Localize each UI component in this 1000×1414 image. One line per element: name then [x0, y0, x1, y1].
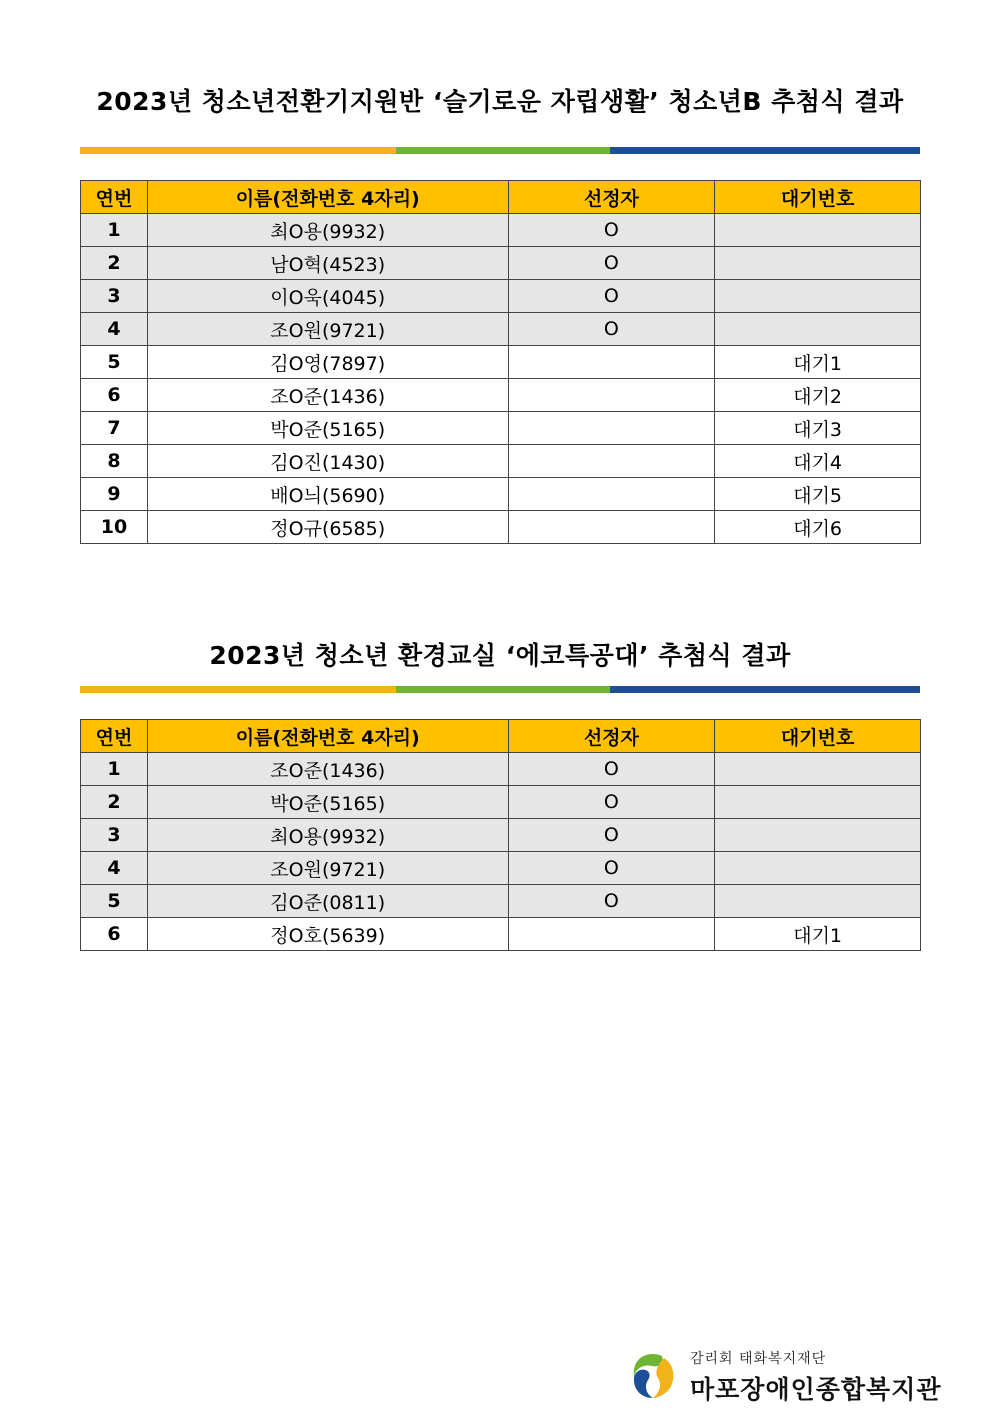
row-wait-number-cell: 대기1 — [715, 918, 921, 951]
row-name-cell: 정O규(6585) — [147, 511, 508, 544]
logo-subtitle: 감리회 태화복지재단 — [690, 1351, 827, 1367]
divider-blue — [610, 147, 920, 154]
row-name-cell: 김O진(1430) — [147, 445, 508, 478]
row-number-cell: 7 — [81, 412, 148, 445]
table-row — [81, 280, 921, 313]
row-name-cell: 조O준(1436) — [147, 379, 508, 412]
col-header-selected: 선정자 — [508, 720, 715, 753]
table-row — [81, 478, 921, 511]
col-header-name: 이름(전화번호 4자리) — [147, 720, 508, 753]
row-name-cell: 조O원(9721) — [147, 852, 508, 885]
row-number-cell: 2 — [81, 247, 148, 280]
row-selected-cell: O — [508, 852, 715, 885]
row-selected-cell: O — [508, 313, 715, 346]
section2-title: 2023년 청소년 환경교실 ‘에코특공대’ 추첨식 결과 — [209, 641, 791, 670]
row-wait-number-cell — [715, 885, 921, 918]
col-header-selected: 선정자 — [508, 181, 715, 214]
row-number-cell: 10 — [81, 511, 148, 544]
row-number-cell: 4 — [81, 852, 148, 885]
table-row — [81, 511, 921, 544]
row-wait-number-cell: 대기5 — [715, 478, 921, 511]
row-selected-cell — [508, 511, 715, 544]
row-wait-number-cell: 대기3 — [715, 412, 921, 445]
row-selected-cell: O — [508, 247, 715, 280]
row-name-cell: 이O욱(4045) — [147, 280, 508, 313]
row-number-cell: 6 — [81, 379, 148, 412]
table-row — [81, 214, 921, 247]
table-row — [81, 885, 921, 918]
row-name-cell: 최O용(9932) — [147, 214, 508, 247]
row-name-cell: 박O준(5165) — [147, 786, 508, 819]
row-wait-number-cell: 대기2 — [715, 379, 921, 412]
row-name-cell: 최O용(9932) — [147, 819, 508, 852]
row-wait-number-cell: 대기4 — [715, 445, 921, 478]
row-selected-cell: O — [508, 819, 715, 852]
row-selected-cell — [508, 346, 715, 379]
row-number-cell: 3 — [81, 819, 148, 852]
logo-name: 마포장애인종합복지관 — [690, 1375, 942, 1404]
table-row — [81, 918, 921, 951]
row-wait-number-cell — [715, 313, 921, 346]
row-name-cell: 김O영(7897) — [147, 346, 508, 379]
col-header-number: 연번 — [81, 181, 148, 214]
table-row — [81, 412, 921, 445]
row-number-cell: 5 — [81, 346, 148, 379]
row-selected-cell — [508, 918, 715, 951]
row-number-cell: 3 — [81, 280, 148, 313]
row-selected-cell: O — [508, 786, 715, 819]
row-selected-cell: O — [508, 214, 715, 247]
row-name-cell: 남O혁(4523) — [147, 247, 508, 280]
row-wait-number-cell — [715, 753, 921, 786]
divider-yellow — [80, 686, 396, 693]
row-name-cell: 조O원(9721) — [147, 313, 508, 346]
row-wait-number-cell — [715, 786, 921, 819]
divider-yellow — [80, 147, 396, 154]
divider-green — [396, 147, 610, 154]
table-row — [81, 379, 921, 412]
table-row — [81, 786, 921, 819]
row-number-cell: 9 — [81, 478, 148, 511]
row-selected-cell — [508, 379, 715, 412]
col-header-number: 연번 — [81, 720, 148, 753]
table-row — [81, 753, 921, 786]
table-row — [81, 819, 921, 852]
col-header-wait: 대기번호 — [715, 181, 921, 214]
row-selected-cell — [508, 412, 715, 445]
divider-green — [396, 686, 610, 693]
table-row — [81, 852, 921, 885]
row-number-cell: 1 — [81, 753, 148, 786]
row-wait-number-cell — [715, 214, 921, 247]
row-selected-cell: O — [508, 885, 715, 918]
row-name-cell: 배O늬(5690) — [147, 478, 508, 511]
row-selected-cell: O — [508, 280, 715, 313]
row-wait-number-cell: 대기1 — [715, 346, 921, 379]
row-wait-number-cell: 대기6 — [715, 511, 921, 544]
row-number-cell: 1 — [81, 214, 148, 247]
section2-results-table — [80, 719, 921, 951]
row-name-cell: 박O준(5165) — [147, 412, 508, 445]
table-row — [81, 346, 921, 379]
section2-divider-bar — [80, 686, 920, 693]
row-name-cell: 김O준(0811) — [147, 885, 508, 918]
row-wait-number-cell — [715, 280, 921, 313]
divider-blue — [610, 686, 920, 693]
col-header-name: 이름(전화번호 4자리) — [147, 181, 508, 214]
row-number-cell: 4 — [81, 313, 148, 346]
row-wait-number-cell — [715, 852, 921, 885]
section1-title: 2023년 청소년전환기지원반 ‘슬기로운 자립생활’ 청소년B 추첨식 결과 — [96, 87, 904, 116]
col-header-wait: 대기번호 — [715, 720, 921, 753]
table-row — [81, 313, 921, 346]
section1-divider-bar — [80, 147, 920, 154]
table-row — [81, 247, 921, 280]
row-name-cell: 조O준(1436) — [147, 753, 508, 786]
row-wait-number-cell — [715, 819, 921, 852]
row-number-cell: 6 — [81, 918, 148, 951]
section1-results-table — [80, 180, 921, 544]
row-wait-number-cell — [715, 247, 921, 280]
row-selected-cell: O — [508, 753, 715, 786]
table-header-row — [81, 720, 921, 753]
table-row — [81, 445, 921, 478]
row-number-cell: 2 — [81, 786, 148, 819]
row-name-cell: 정O호(5639) — [147, 918, 508, 951]
row-number-cell: 8 — [81, 445, 148, 478]
yin-yang-swirl-icon — [630, 1352, 676, 1400]
table-header-row — [81, 181, 921, 214]
organization-logo — [630, 1346, 960, 1406]
row-number-cell: 5 — [81, 885, 148, 918]
row-selected-cell — [508, 445, 715, 478]
row-selected-cell — [508, 478, 715, 511]
